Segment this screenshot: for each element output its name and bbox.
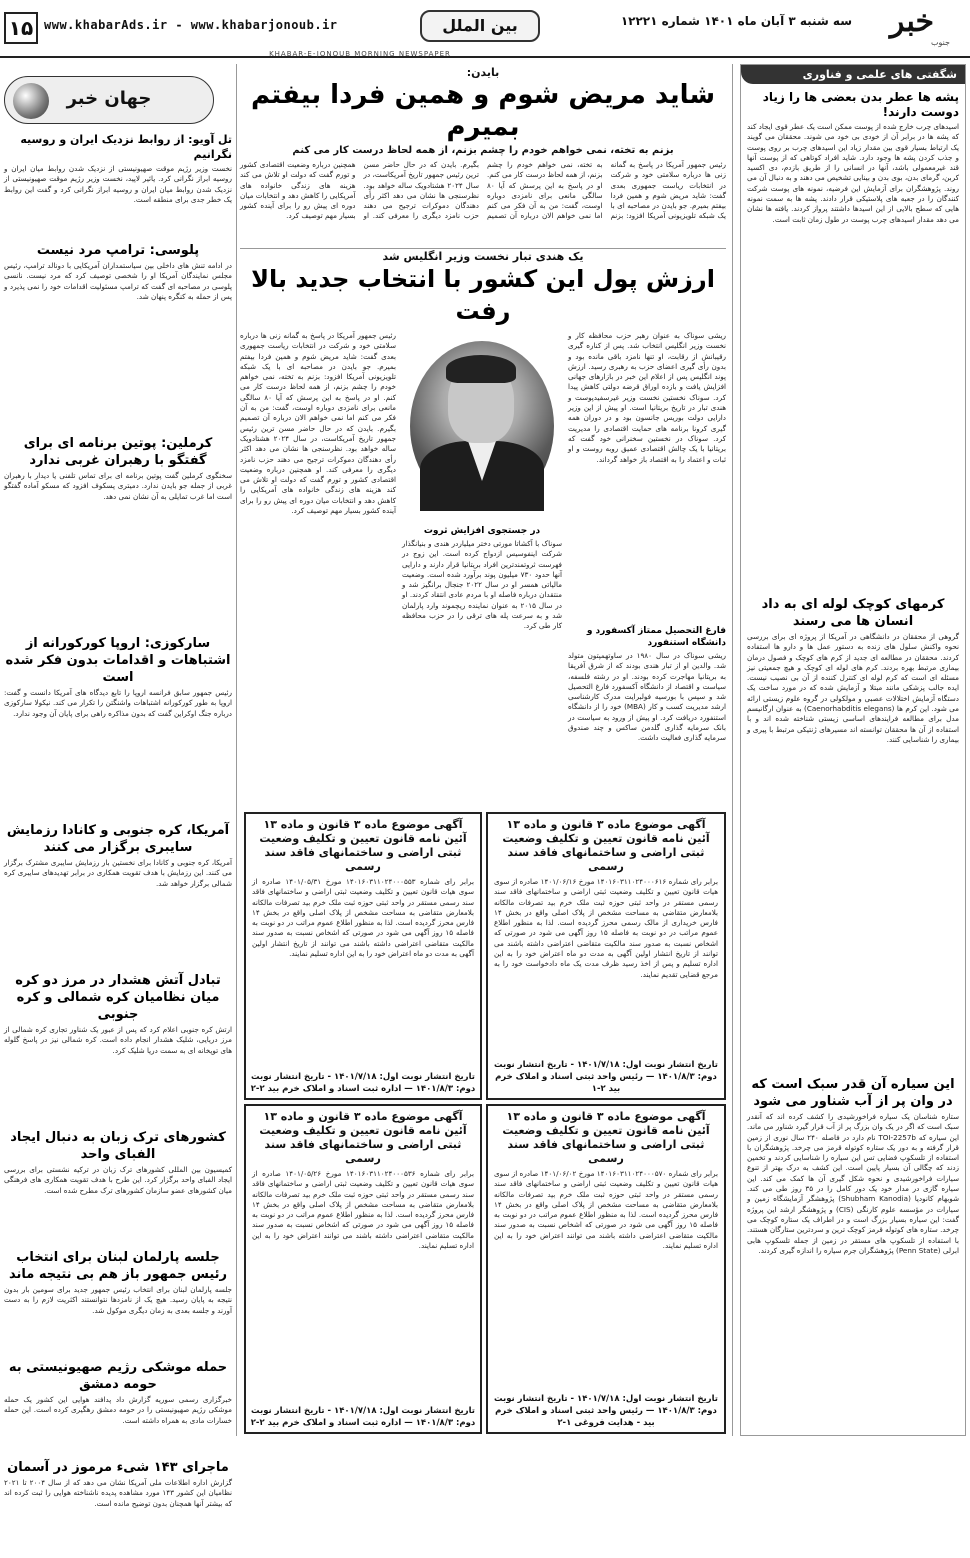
world-news-badge [4,76,214,124]
science-column [740,64,966,1436]
dateline: سه شنبه ۳ آبان ماه ۱۴۰۱ شماره ۱۲۲۲۱ [620,14,852,28]
notice-body: برابر رای شماره ۱۴۰۱۶۰۳۱۱۰۲۴۰۰۰۶۱۶ مورخ ۱۴۰۱/۰۶/۱۶ صادره از سوی هیات قانون تعیین و تکلیف وضعیت ثبتی اراضی و ساختمانهای فاقد سند رسمی مستقر در واحد ثبتی حوزه ثبت ملک خرم بید تصرفات مالکانه بلامعارض متقاضی به مساحت مشخص از پلاک اصلی واقع در بخش ۱۴ فارس خریداری از مالک رسمی محرز گردیده است. لذا به منظور اطلاع عموم مراتب در دو نوبت به فاصله ۱۵ روز آگهی می شود در صورتی که اشخاص نسبت به صدور سند مالکیت متقاضی اعتراضی داشته باشند می توانند از تاریخ انتشار اولین آگهی به مدت دو ماه اعتراض خود را به این اداره تسلیم و پس از اخذ رسید ظرف مدت یک ماه دادخواست خود را به مرجع قضایی تقدیم نمایند. [494,877,719,979]
news-item-body: رئیس جمهور سابق فرانسه اروپا را تابع دیدگاه های آمریکا دانست و گفت: اروپا به طور کورکورانه اشتباهات واشنگتن را تکرار می کند. نیکولا سارکوزی درباره جنگ اوکراین گفت که بدون مذاکره راهی برای پایان آن وجود ندارد. [4,688,232,718]
news-item-body: سخنگوی کرملین گفت پوتین برنامه ای برای تماس تلفنی یا دیدار با رهبران غربی از جمله جو بایدن ندارد. دمیتری پسکوف افزود که مسکو آماده گفتگو است اما غرب تمایلی به آن نشان نمی دهد. [4,471,232,501]
website-links[interactable]: www.khabarAds.ir - www.khabarjonoub.ir [44,18,338,32]
section-label: بین الملل [420,10,540,42]
news-item-body: گزارش اداره اطلاعات ملی آمریکا نشان می دهد که از سال ۲۰۰۴ تا ۲۰۲۱ نظامیان این کشور ۱۴۳ مورد مشاهده پدیده ناشناخته هوایی را ثبت کرده اند که بیشتر آنها همچنان بدون توضیح مانده است. [4,1478,232,1508]
second-body-continued: رئیس جمهور آمریکا در پاسخ به گمانه زنی ها درباره سلامتی خود و شرکت در انتخابات ریاست جمهوری بعدی گفت: شاید مریض شوم و همین فردا بیفتم بمیرم. جو بایدن در مصاحبه ای با یک شبکه تلویزیونی آمریکا افزود: بزنم به تخته، نمی خواهم خودم را چشم بزنم، از همه لحاظ درست کار می کنم. او در پاسخ به این پرسش که آیا ۸۰ سالگی مانعی برای نامزدی دوباره اوست، گفت: من به آن فکر می کنم اما نمی خواهم الان درباره آن تصمیم بگیرم. بایدن که در حال حاضر مسن ترین رئیس جمهور تاریخ آمریکاست، در سال ۲۰۲۴ هشتادویک ساله خواهد بود. نظرسنجی ها نشان می دهد اکثر رأی دهندگان دموکرات ترجیح می دهند حزب نامزد دیگری را معرفی کند. او همچنین درباره وضعیت اقتصادی کشور و تورم گفت که دولت او تلاش می کند هزینه های زندگی خانواده های آمریکایی را کاهش دهد و انتخابات میان دوره ای پیش رو را برای آینده کشور بسیار مهم توصیف کرد. [240,331,396,516]
news-item-body: نخست وزیر رژیم موقت صهیونیستی از نزدیک شدن روابط میان ایران و روسیه ابراز نگرانی کرد. یائیر لاپید، نخست وزیر رژیم موقت صهیونیستی از نزدیک شدن روابط میان ایران و روسیه ابراز نگرانی کرد و گفت این روابط یک خطر جدی برای منطقه است. [4,164,232,204]
english-banner: KHABAR-E-JONOUB MORNING NEWSPAPER [269,50,451,58]
news-item-title: جلسه پارلمان لبنان برای انتخاب رئیس جمهور باز هم بی نتیجه ماند [8,1250,228,1282]
news-item-body: در ادامه تنش های داخلی بین سیاستمداران آمریکایی با دونالد ترامپ، رئیس مجلس نمایندگان آمریکا او را شخصی توصیف کرد که مرد نیست. نانسی پلوسی در مصاحبه ای گفت که ترامپ مسئولیت اقدامات خود را نمی پذیرد و پس از حمله به کنگره پنهان شد. [4,261,232,301]
second-story [240,250,726,810]
news-item-body: آمریکا، کره جنوبی و کانادا برای نخستین بار رزمایش سایبری مشترک برگزار می کنند. این رزمایش با هدف تقویت همکاری در برابر تهدیدهای سایبری کره شمالی برگزار خواهد شد. [4,858,232,888]
notice-title: آگهی موضوع ماده ۳ قانون و ماده ۱۳ آئین نامه قانون تعیین و تکلیف وضعیت ثبتی اراضی و ساختمانهای فاقد سند رسمی [502,818,710,873]
lead-headline: شاید مریض شوم و همین فردا بیفتم بمیرم [250,80,716,142]
second-subbody: سوناک با آکشاتا مورتی دختر میلیاردر هندی و بنیانگذار شرکت اینفوسیس ازدواج کرده است. این زوج در فهرست ثروتمندترین افراد بریتانیا قرار دارند و دارایی آنها حدود ۷۳۰ میلیون پوند برآورد شده است. وضعیت مالیاتی همسر او در سال ۲۰۲۲ جنجال برانگیز شد و منتقدان درباره فاصله او با مردم عادی انتقاد کردند. او در سال ۲۰۱۵ به عنوان نماینده ریچموند وارد پارلمان شد و به سرعت پله های ترقی را در حزب محافظه کار طی کرد. [402,539,563,631]
newspaper-logo: خبر [889,4,935,39]
notice-footer: تاریخ انتشار نوبت اول: ۱۴۰۱/۷/۱۸ - تاریخ انتشار نوبت دوم: ۱۴۰۱/۸/۳ — اداره ثبت اسناد و املاک خرم بید ۲-۲ [250,1406,476,1428]
second-subbody: ریشی سوناک در سال ۱۹۸۰ در ساوتهمپتون متولد شد. والدین او از تبار هندی بودند که از شرق آفریقا به بریتانیا مهاجرت کرده بودند. او در رشته فلسفه، سیاست و اقتصاد از دانشگاه آکسفورد فارغ التحصیل شد و سپس با بورسیه فولبرایت مدرک کارشناسی ارشد مدیریت کسب و کار (MBA) خود را از دانشگاه استنفورد دریافت کرد. او پیش از ورود به سیاست در بانک سرمایه گذاری گلدمن ساکس و چند صندوق سرمایه گذاری فعالیت داشت. [568,651,726,743]
notice-footer: تاریخ انتشار نوبت اول: ۱۴۰۱/۷/۱۸ - تاریخ انتشار نوبت دوم: ۱۴۰۱/۸/۳ — اداره ثبت اسناد و املاک خرم بید ۲-۲ [250,1072,476,1094]
news-item-body: جلسه پارلمان لبنان برای انتخاب رئیس جمهور جدید برای سومین بار بدون نتیجه به پایان رسید. هیچ یک از نامزدها نتوانستند اکثریت لازم را به دست آورند و جلسه بعدی به زمان دیگری موکول شد. [4,1285,232,1315]
news-item-title: پلوسی: ترامپ مرد نیست [36,243,200,258]
world-news-title: جهان خبر [66,88,152,109]
notice-footer: تاریخ انتشار نوبت اول: ۱۴۰۱/۷/۱۸ - تاریخ انتشار نوبت دوم: ۱۴۰۱/۸/۳ — رئیس واحد ثبتی اسناد و املاک خرم بید ۲-۱ [492,1059,720,1095]
news-item-title: تل آویو: از روابط نزدیک ایران و روسیه نگرانیم [20,133,232,161]
second-subhead: در جستجوی افزایش ثروت [423,526,541,536]
news-item-title: سارکوزی: اروپا کورکورانه از اشتباهات و اقدامات بدون فکر شده است [5,636,231,685]
sunak-photo [410,341,554,511]
notice-title: آگهی موضوع ماده ۳ قانون و ماده ۱۳ آئین نامه قانون تعیین و تکلیف وضعیت ثبتی اراضی و ساختمانهای فاقد سند رسمی [502,1110,710,1165]
news-item-title: کشورهای ترک زبان به دنبال ایجاد الفبای واحد [10,1130,226,1162]
divider [240,248,726,249]
news-item-title: آمریکا، کره جنوبی و کانادا رزمایش سایبری برگزار می کنند [6,823,230,855]
news-item-body: ارتش کره جنوبی اعلام کرد که پس از عبور یک شناور تجاری کره شمالی از مرز دریایی، شلیک هشدار انجام داده است. کره شمالی نیز در پاسخ گلوله های توپخانه ای به سمت دریا شلیک کرد. [4,1025,232,1055]
news-item-body: خبرگزاری رسمی سوریه گزارش داد پدافند هوایی این کشور یک حمله موشکی رژیم صهیونیستی را در حومه دمشق رهگیری کرده است. این حمله خسارات مادی به همراه داشته است. [4,1395,232,1425]
notice-footer: تاریخ انتشار نوبت اول: ۱۴۰۱/۷/۱۸ - تاریخ انتشار نوبت دوم: ۱۴۰۱/۸/۳ — رئیس واحد ثبتی اسناد و املاک خرم بید - هدایت فروغی ۱-۲ [492,1393,720,1429]
lead-body: رئیس جمهور آمریکا در پاسخ به گمانه زنی ها درباره سلامتی خود و شرکت در انتخابات ریاست جمهوری بعدی گفت: شاید مریض شوم و همین فردا بیفتم بمیرم. جو بایدن در مصاحبه ای با یک شبکه تلویزیونی آمریکا افزود: بزنم به تخته، نمی خواهم خودم را چشم بزنم، از همه لحاظ درست کار می کنم. او در پاسخ به این پرسش که آیا ۸۰ سالگی مانعی برای نامزدی دوباره اوست، گفت: من به آن فکر می کنم اما نمی خواهم الان درباره آن تصمیم بگیرم. بایدن که در حال حاضر مسن ترین رئیس جمهور تاریخ آمریکاست، در سال ۲۰۲۴ هشتادویک ساله خواهد بود. نظرسنجی ها نشان می دهد اکثر رأی دهندگان دموکرات ترجیح می دهند حزب نامزد دیگری را معرفی کند. او همچنین درباره وضعیت اقتصادی کشور و تورم گفت که دولت او تلاش می کند هزینه های زندگی خانواده های آمریکایی را کاهش دهد و انتخابات میان دوره ای پیش رو را برای آینده کشور بسیار مهم توصیف کرد. [240,160,726,221]
notice-body: برابر رای شماره ۱۴۰۱۶۰۳۱۱۰۲۴۰۰۰۵۷۰ مورخ ۱۴۰۱/۰۶/۰۲ صادره از سوی هیات قانون تعیین و تکلیف وضعیت ثبتی اراضی و ساختمانهای فاقد سند رسمی مستقر در واحد ثبتی حوزه ثبت ملک خرم بید تصرفات مالکانه بلامعارض متقاضی به مساحت مشخص از پلاک اصلی واقع در بخش ۱۴ فارس محرز گردیده است. لذا به منظور اطلاع عموم مراتب در دو نوبت به فاصله ۱۵ روز آگهی می شود در صورتی که اشخاص نسبت به صدور سند مالکیت متقاضی اعتراضی داشته باشند می توانند اعتراض خود را به این اداره تسلیم نمایند. [494,1169,719,1251]
lead-kicker: بایدن: [466,66,500,79]
lead-story [240,66,726,246]
masthead [0,0,970,58]
news-item-title: تبادل آتش هشدار در مرز دو کره میان نظامیان کره شمالی و کره جنوبی [15,973,221,1022]
notice-title: آگهی موضوع ماده ۳ قانون و ماده ۱۳ آئین نامه قانون تعیین و تکلیف وضعیت ثبتی اراضی و ساختمانهای فاقد سند رسمی [259,1110,467,1165]
news-item-title: حمله موشکی رژیم صهیونیستی به حومه دمشق [8,1360,228,1392]
legal-notice [486,812,726,1100]
page-number: ۱۵ [4,12,38,44]
lead-deck: بزنم به تخته، نمی خواهم خودم را چشم بزنم، از همه لحاظ درست کار می کنم [292,145,674,156]
news-item-body: کمیسیون بین المللی کشورهای ترک زبان در ترکیه نشستی برای بررسی ایجاد الفبای واحد برگزار کرد. این طرح با هدف تقویت همکاری های فرهنگی میان کشورهای عضو سازمان کشورهای ترک مطرح شده است. [4,1165,232,1195]
column-rule [236,64,237,1436]
second-headline: ارزش پول این کشور با انتخاب جدید بالا رفت [251,265,715,325]
globe-icon [13,83,49,119]
article-body: اسیدهای چرب خارج شده از پوست ممکن است یک عطر قوی ایجاد کند که پشه ها در برابر آن از خودی بی خود می شوند. محققان می گویند یک ارتباط بسیار قوی بین مقدار زیاد این اسیدهای چرب بر روی پوست و جذب کردن پشه ها وجود دارد. شاید افراد کوتاهی که از پوست آنها قند غیرمعمولی باشد، آنها در انسانی را از طریق بازدم، دی اکسید کربن، گرمای بدن، بوی بدن و بینایی تشخیص می دهند و به دنبال آن می روند. پژوهشگران برای آزمایش این فرضیه، نمونه های پوست شرکت کنندگان را در جعبه های پلاستیکی قرار دادند. پشه ها به سمت نمونه هایی که سطح بالایی از این اسیدها داشتند پرواز کردند. یافته ها نشان می دهد مقدار اسیدهای چرب پوست در طول زمان ثابت است. [747,122,959,224]
second-kicker: یک هندی تبار نخست وزیر انگلیس شد [382,250,584,263]
notice-title: آگهی موضوع ماده ۳ قانون و ماده ۱۳ آئین نامه قانون تعیین و تکلیف وضعیت ثبتی اراضی و ساختمانهای فاقد سند رسمی [259,818,467,873]
notice-body: برابر رای شماره ۱۴۰۱۶۰۳۱۱۰۲۴۰۰۰۵۵۳ مورخ ۱۴۰۱/۰۵/۳۱ صادره از سوی هیات قانون تعیین و تکلیف وضعیت ثبتی اراضی و ساختمانهای فاقد سند رسمی مستقر در واحد ثبتی حوزه ثبت ملک خرم بید تصرفات مالکانه بلامعارض متقاضی به مساحت مشخص از پلاک اصلی واقع در بخش ۱۴ فارس محرز گردیده است. لذا به منظور اطلاع عموم مراتب در دو نوبت به فاصله ۱۵ روز آگهی می شود در صورتی که اشخاص نسبت به صدور سند مالکیت متقاضی اعتراضی داشته باشند می توانند از تاریخ انتشار اولین آگهی به مدت دو ماه اعتراض خود را به این اداره تسلیم نمایند. [252,877,474,959]
article-title: پشه ها عطر بدن بعضی ها را زیاد دوست دارند! [762,90,959,119]
world-news-column [4,128,232,1508]
legal-notice [244,1104,482,1434]
logo-subtitle: جنوب [930,38,950,47]
article-body: گروهی از محققان در دانشگاهی در آمریکا از پروژه ای برای بررسی نحوه واکنش سلول های زنده به دستور عمل ها و دارو ها استفاده کردند. محققان در مطالعه ای جدید از کرم های کوچک و فصول درمان بیماری مرتبط بهره بردند. کرم های لوله ای کوچک و هیچ جمعیتی نیز مسئله ای است که کرم لوله ای کنترل کننده از آن بی نصیب نیست. ایده جالب پزشکی مانند مبتلا و آزمایش شده که در مورد ساخت یک دستگاه آزمایش اختلالات عصبی و مولکولی در گروه علوم زیستی ارائه می شود. این کرم ها (Caenorhabditis elegans) به عنوان ارگانیسم مدل برای مطالعه فرایندهای اساسی زیستی شناخته شده اند و با استفاده از آن ها محققان توانسته اند مسیرهای ژنتیکی مرتبط با پیری و بیماری را شناسایی کنند. [747,632,959,744]
news-item-title: ماجرای ۱۴۳ شیء مرموز در آسمان [7,1460,229,1475]
science-section-title: شگفتی های علمی و فناوری [741,65,965,84]
article-title: این سیاره آن قدر سبک است که در وان پر از آب شناور می شود [751,1077,955,1109]
article-body: ستاره شناسان یک سیاره فراخورشیدی را کشف کرده اند که آنقدر سبک است که اگر در یک وان بزرگ پر از آب قرار گیرد شناور می ماند. این سیاره که TOI-2257b نام دارد در فاصله ۲۴۰ سال نوری از زمین قرار گرفته و به دور یک ستاره کوتوله قرمز می چرخد. پژوهشگران با استفاده از تلسکوپ فضایی تس این سیاره را شناسایی کردند و تخمین زدند که چگالی آن بسیار پایین است. این کشف به درک بهتر از تنوع سیارات فراخورشیدی و نحوه شکل گیری آن ها کمک می کند. این سیاره گازی در مدار خود یک دور کامل را در ۳۵ روز طی می کند. شوبهام کانودیا (Shubham Kanodia) پژوهشگر آزمایشگاه زمین و سیارات در مؤسسه علوم کارنگی (CIS) و پژوهشگر ارشد این پروژه گفت: این سیاره بسیار بزرگ است و در اطراف یک ستاره کوچک می چرخد. ستاره های کوتوله قرمز کوچک ترین و سردترین ستارگان هستند. با استفاده از تلسکوپ های مستقر در زمین از جمله تلسکوپ هابی ابرلی (Penn State) پژوهشگران جرم سیاره را اندازه گیری کردند. [747,1112,960,1255]
legal-notice [486,1104,726,1434]
news-item-title: کرملین: پوتین برنامه ای برای گفتگو با رهبران غربی ندارد [23,436,213,468]
second-body: ریشی سوناک به عنوان رهبر حزب محافظه کار و نخست وزیر انگلیس انتخاب شد. پس از کناره گیری رقیبانش از رقابت، او تنها نامزد باقی مانده بود و بدون رأی گیری اعضای حزب به رهبری رسید. ارزش پوند انگلیس پس از اعلام این خبر در بازارهای جهانی افزایش یافت و بازده اوراق قرضه دولتی کاهش پیدا کرد. سوناک نخستین نخست وزیر غیرسفیدپوست و هندی تبار در تاریخ بریتانیا است. او پیش از این وزیر دارایی دولت بوریس جانسون بود و در دوران همه گیری کرونا برنامه های حمایت اقتصادی را مدیریت کرد. سوناک در نخستین سخنرانی خود گفت که بریتانیا با یک چالش اقتصادی عمیق روبه روست و او ثبات و اعتماد را به اقتصاد باز خواهد گرداند. [568,331,726,464]
column-rule [732,64,733,1436]
notice-body: برابر رای شماره ۱۴۰۱۶۰۳۱۱۰۲۴۰۰۰۵۳۶ مورخ ۱۴۰۱/۰۵/۲۶ صادره از سوی هیات قانون تعیین و تکلیف وضعیت ثبتی اراضی و ساختمانهای فاقد سند رسمی مستقر در واحد ثبتی حوزه ثبت ملک خرم بید تصرفات مالکانه بلامعارض متقاضی به مساحت مشخص از پلاک اصلی واقع در بخش ۱۴ فارس محرز گردیده است. لذا به منظور اطلاع عموم مراتب در دو نوبت به فاصله ۱۵ روز آگهی می شود در صورتی که اشخاص نسبت به صدور سند مالکیت متقاضی اعتراضی داشته باشند می توانند اعتراض خود را به این اداره تسلیم نمایند. [252,1169,474,1251]
article-title: کرمهای کوچک لوله ای به داد انسان ها می رسند [761,597,945,629]
legal-notice [244,812,482,1100]
second-subhead: فارغ التحصیل ممتاز آکسفورد و دانشگاه استنفورد [586,626,726,648]
